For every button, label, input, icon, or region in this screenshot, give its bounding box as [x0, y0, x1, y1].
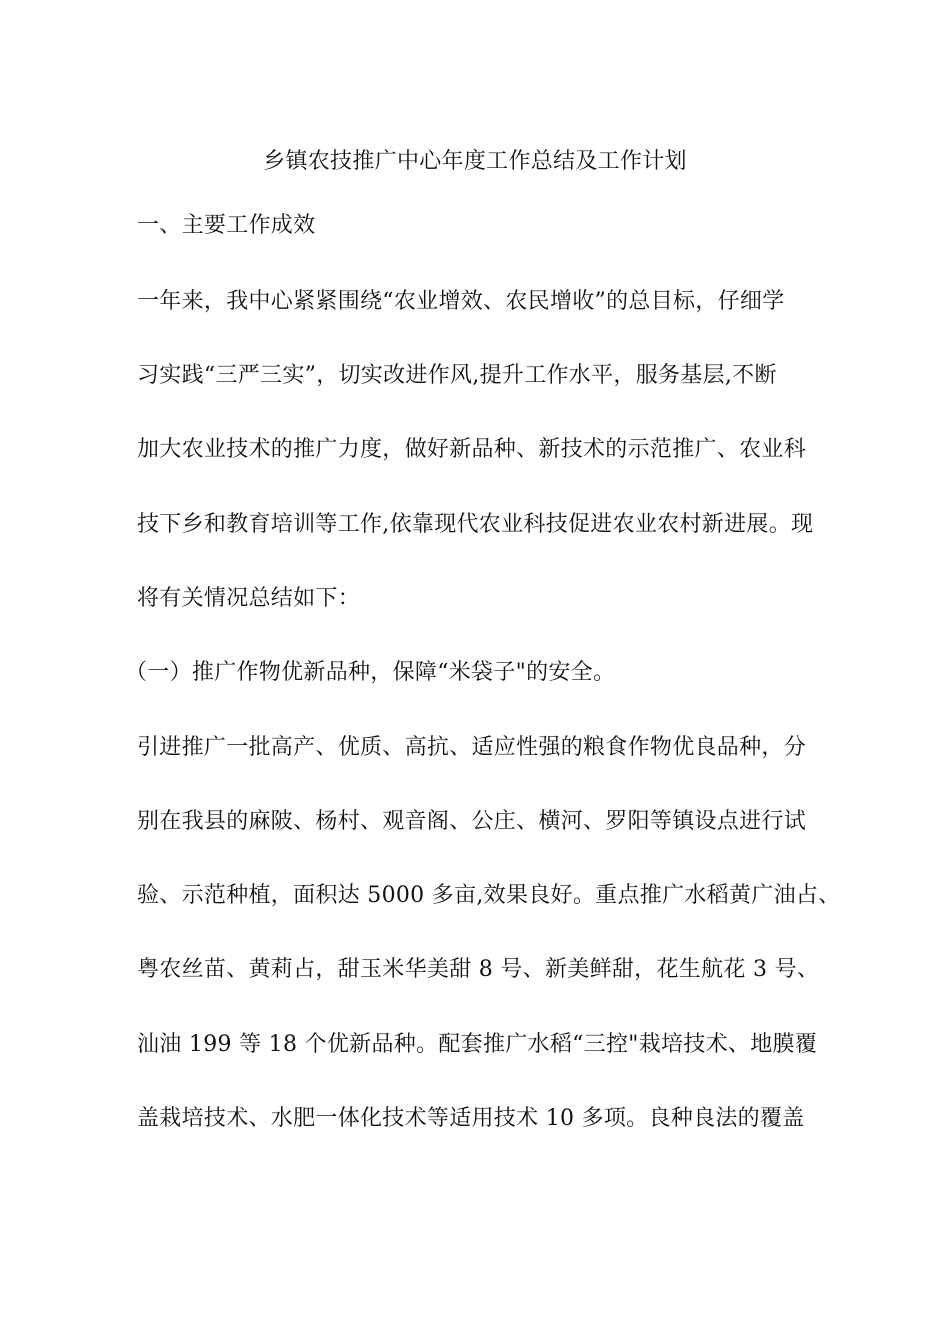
paragraph-line: 引进推广一批高产、优质、高抗、适应性强的粮食作物优良品种，分 — [137, 735, 807, 760]
paragraph-line: 汕油 199 等 18 个优新品种。配套推广水稻“三控"栽培技术、地膜覆 — [137, 1032, 818, 1057]
paragraph-line: 将有关情况总结如下： — [137, 586, 361, 611]
paragraph-line: 粤农丝苗、黄莉占，甜玉米华美甜 8 号、新美鲜甜，花生航花 3 号、 — [137, 957, 820, 982]
section-heading: 一、主要工作成效 — [137, 213, 316, 238]
paragraph-line: 加大农业技术的推广力度，做好新品种、新技术的示范推广、农业科 — [137, 437, 807, 462]
paragraph-line: 验、示范种植，面积达 5000 多亩,效果良好。重点推广水稻黄广油占、 — [137, 883, 841, 908]
paragraph-line: 技下乡和教育培训等工作,依靠现代农业科技促进农业农村新进展。现 — [137, 512, 814, 537]
document-title: 乡镇农技推广中心年度工作总结及工作计划 — [263, 149, 687, 174]
paragraph-line: 习实践“三严三实”，切实改进作风,提升工作水平，服务基层,不断 — [137, 363, 777, 388]
paragraph-line: 盖栽培技术、水肥一体化技术等适用技术 10 多项。良种良法的覆盖 — [137, 1106, 805, 1131]
paragraph-line: 别在我县的麻陂、杨村、观音阁、公庄、横河、罗阳等镇设点进行试 — [137, 809, 807, 834]
paragraph-line: 一年来，我中心紧紧围绕“农业增效、农民增收”的总目标，仔细学 — [137, 289, 785, 314]
subheading: （一）推广作物优新品种，保障“米袋子"的安全。 — [125, 660, 616, 685]
